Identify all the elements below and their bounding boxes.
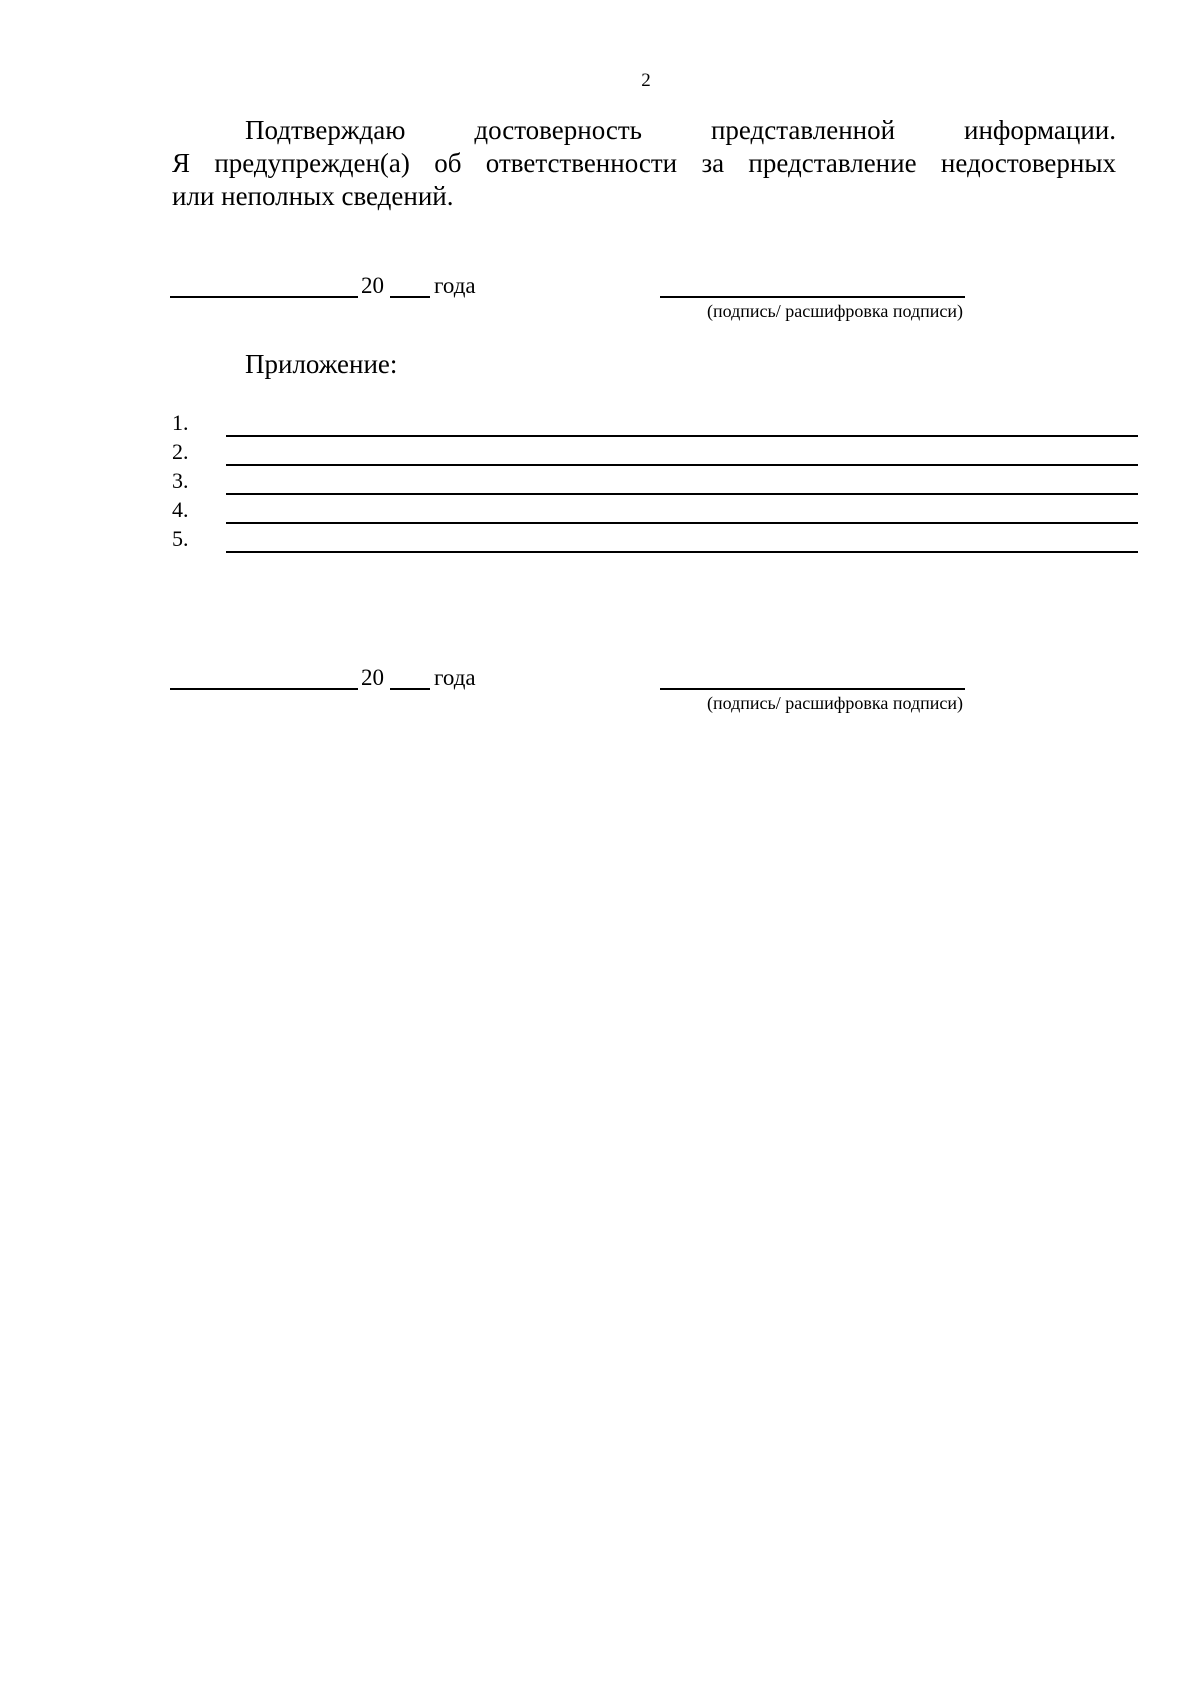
signature-block-bottom [660,688,965,714]
year-suffix: года [434,665,476,690]
list-item-number: 4. [172,497,189,522]
year-blank[interactable] [390,296,430,298]
confirmation-line-3: или неполных сведений. [172,181,454,211]
confirmation-word: об [434,148,462,178]
confirmation-word: представление [748,148,917,178]
year-prefix: 20 [361,665,384,690]
signature-caption: (подпись/ расшифровка подписи) [707,693,963,713]
day-month-blank[interactable] [170,688,358,690]
attachment-blank-line[interactable] [226,522,1138,524]
year-prefix: 20 [361,273,384,298]
confirmation-line-1 [172,114,1116,147]
confirmation-word: представленной [710,115,896,145]
date-field-bottom [170,662,490,692]
confirmation-word: достоверность [474,115,642,145]
attachments-list [172,409,1138,554]
confirmation-word: ответственности [485,148,678,178]
signature-line[interactable] [660,296,965,298]
signature-caption: (подпись/ расшифровка подписи) [707,301,963,321]
list-item [172,409,1138,438]
attachment-blank-line[interactable] [226,551,1138,553]
list-item [172,525,1138,554]
attachment-blank-line[interactable] [226,464,1138,466]
confirmation-word: за [701,148,725,178]
list-item-number: 3. [172,468,189,493]
year-suffix: года [434,273,476,298]
list-item [172,438,1138,467]
year-blank[interactable] [390,688,430,690]
confirmation-word: недостоверных [940,148,1116,178]
list-item-number: 5. [172,526,189,551]
signature-block-top [660,296,965,322]
confirmation-word: Я [172,148,191,178]
confirmation-line-2 [172,147,1116,180]
page-number: 2 [641,70,651,91]
attachment-blank-line[interactable] [226,435,1138,437]
list-item [172,496,1138,525]
confirmation-paragraph [172,114,1116,213]
list-item-number: 2. [172,439,189,464]
attachments-title: Приложение: [245,349,398,379]
list-item [172,467,1138,496]
day-month-blank[interactable] [170,296,358,298]
confirmation-word: предупрежден(а) [214,148,410,178]
signature-line[interactable] [660,688,965,690]
confirmation-word: Подтверждаю [245,115,406,145]
attachment-blank-line[interactable] [226,493,1138,495]
list-item-number: 1. [172,410,189,435]
confirmation-word: информации. [964,115,1116,145]
date-field-top [170,270,490,300]
